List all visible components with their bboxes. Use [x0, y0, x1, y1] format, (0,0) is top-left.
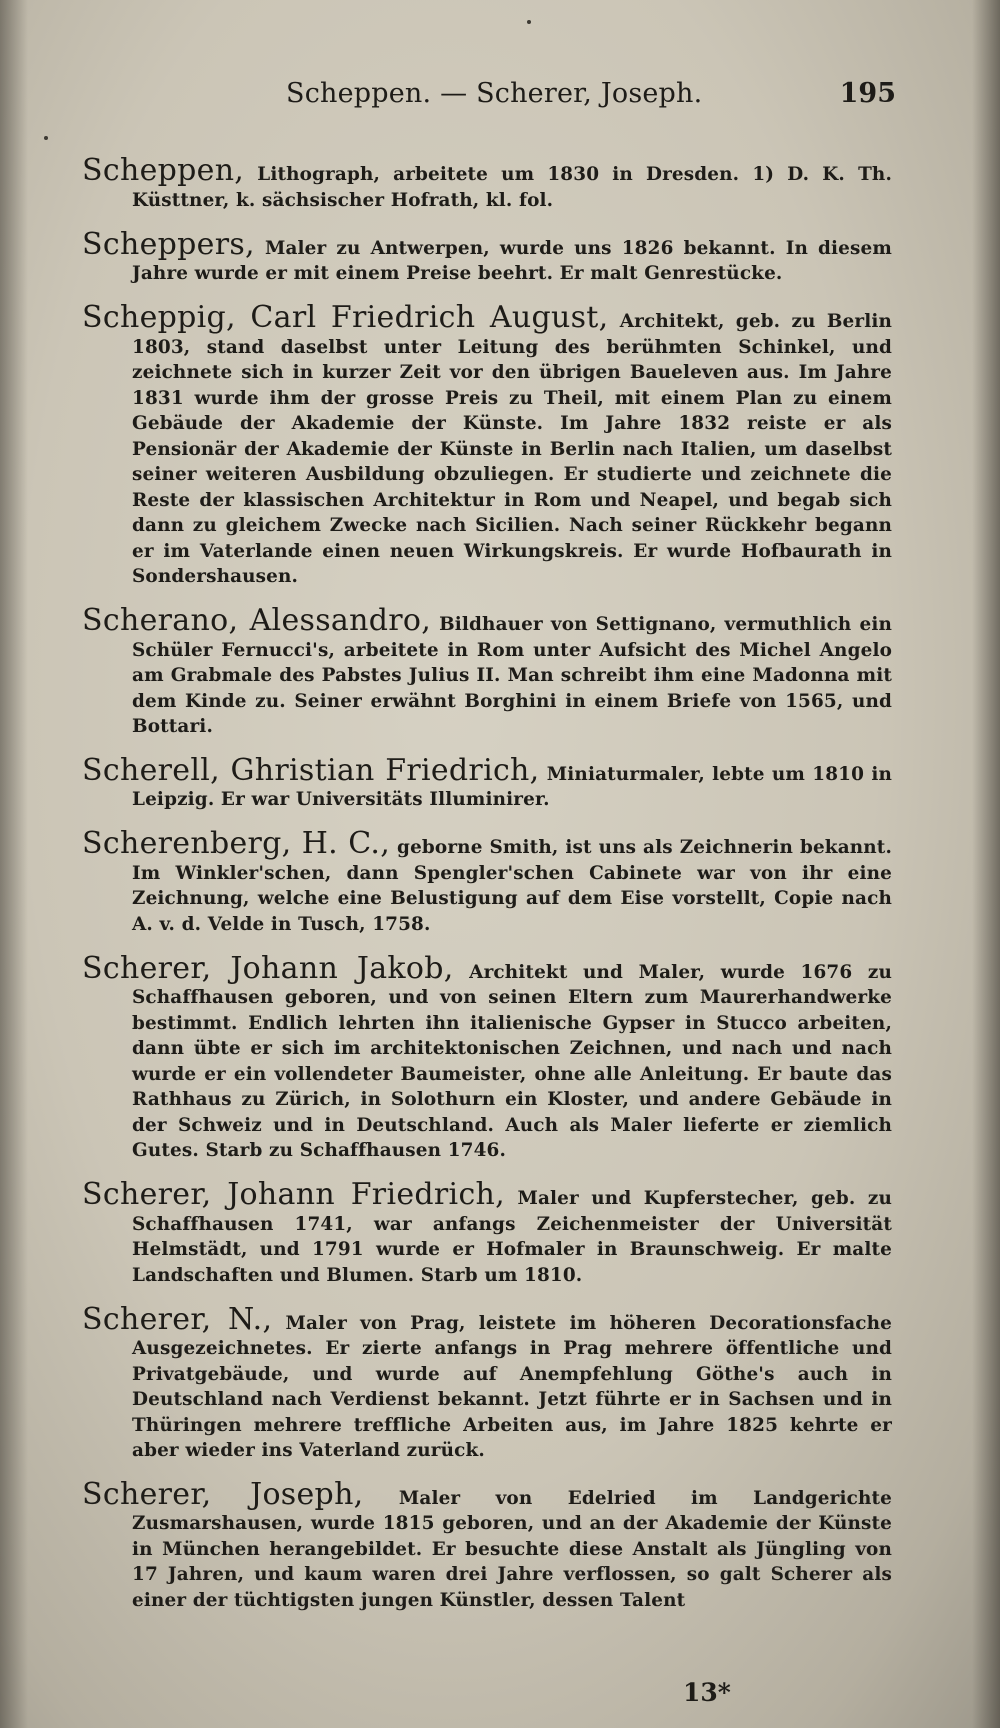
entry-scheppen — [82, 153, 892, 213]
entry-text: Maler zu Antwerpen, wurde uns 1826 bekannt. In diesem Jahre wurde er mit einem Preise beehrt. Er malt Genrestücke. — [132, 237, 892, 285]
entry-text: Maler und Kupferstecher, geb. zu Schaffhausen 1741, war anfangs Zeichenmeister der Universität Helmstädt, und 1791 wurde er Hofmaler in Braunschweig. Er malte Landschaften und Blumen. Starb um 1810. — [132, 1188, 892, 1286]
entry-text: geborne Smith, ist uns als Zeichnerin bekannt. Im Winkler'schen, dann Spengler'schen Cabinete war von ihr eine Zeichnung, welche eine Belustigung auf dem Eise vorstellt, Copie nach A. v. d. Velde in Tusch, 1758. — [132, 837, 893, 935]
entry-headword: Scheppig, Carl Friedrich August, — [82, 300, 609, 336]
entry-headword: Scherer, N., — [82, 1301, 273, 1337]
ink-speck — [44, 136, 48, 140]
entry-scheppers — [82, 226, 892, 287]
dictionary-entries — [82, 140, 892, 1625]
entry-text: Bildhauer von Settignano, vermuthlich ein Schüler Fernucci's, arbeitete in Rom unter Aufsicht des Michel Angelo am Grabmale des Pabstes Julius II. Man schreibt ihm eine Madonna mit dem Kinde zu. Seiner erwähnt Borghini in einem Briefe von 1565, und Bottari. — [132, 614, 892, 738]
ink-speck — [527, 20, 531, 24]
running-head — [0, 78, 1000, 118]
entry-text: Maler von Edelried im Landgerichte Zusmarshausen, wurde 1815 geboren, und an der Akademie der Künste in München herangebildet. Er besuchte diese Anstalt als Jüngling von 17 Jahren, und kaum waren drei Jahre verflossen, so galt Scherer als einer der tüchtigsten jungen Künstler, dessen Talent — [132, 1487, 892, 1611]
running-title: Scheppen. — Scherer, Joseph. — [286, 78, 703, 109]
right-page-shadow — [972, 0, 1000, 1728]
entry-text: Miniaturmaler, lebte um 1810 in Leipzig. Er war Universitäts Illuminirer. — [132, 763, 892, 811]
entry-headword: Scherenberg, H. C., — [82, 826, 391, 862]
entry-scherell — [82, 752, 892, 813]
entry-text: Lithograph, arbeitete um 1830 in Dresden. 1) D. K. Th. Küsttner, k. sächsischer Hofrath, kl. fol. — [132, 164, 892, 211]
entry-text: Maler von Prag, leistete im höheren Decorationsfache Ausgezeichnetes. Er zierte anfangs in Prag mehrere öffentliche und Privatgebäude, und wurde auf Anempfehlung Göthe's auch in Deutschland nach Verdienst bekannt. Jetzt führte er in Sachsen und in Thüringen mehrere treffliche Arbeiten aus, im Jahre 1825 kehrte er aber wieder ins Vaterland zurück. — [132, 1312, 892, 1462]
entry-scherenberg — [82, 826, 893, 937]
entry-headword: Scheppers, — [82, 226, 255, 262]
entry-headword: Scherer, Johann Jakob, — [82, 950, 454, 986]
entry-headword: Scherano, Alessandro, — [82, 603, 432, 639]
entry-text: Architekt, geb. zu Berlin 1803, stand daselbst unter Leitung des berühmten Schinkel, und zeichnete sich in kurzer Zeit vor den übrigen Baueleven aus. Im Jahre 1831 wurde ihm der grosse Preis zu Theil, mit einem Plan zu einem Gebäude der Akademie der Künste. Im Jahre 1832 reiste er als Pensionär der Akademie der Künste in Berlin nach Italien, um daselbst seiner weiteren Ausbildung obzuliegen. Er studierte und zeichnete die Reste der klassischen Architektur in Rom und Neapel, und begab sich dann zu gleichem Zwecke nach Sicilien. Nach seiner Rückkehr begann er im Vaterlande einen neuen Wirkungskreis. Er wurde Hofbaurath in Sondershausen. — [132, 311, 892, 588]
entry-scherano — [82, 603, 892, 740]
left-page-shadow — [0, 0, 28, 1728]
entry-scheppig — [82, 300, 892, 590]
page-number: 195 — [839, 78, 896, 109]
entry-scherer-johann-jakob — [82, 950, 892, 1164]
entry-text: Architekt und Maler, wurde 1676 zu Schaffhausen geboren, und von seinen Eltern zum Maurerhandwerke bestimmt. Endlich lehrten ihn italienische Gypser in Stucco arbeiten, dann übte er sich im architektonischen Zeichnen, und nach und nach wurde er ein vollendeter Baumeister, ohne alle Anleitung. Er baute das Rathhaus zu Zürich, in Solothurn ein Kloster, und andere Gebäude in der Schweiz und in Deutschland. Auch als Maler lieferte er ziemlich Gutes. Starb zu Schaffhausen 1746. — [132, 961, 892, 1162]
entry-headword: Scherell, Ghristian Friedrich, — [82, 752, 540, 788]
signature-mark: 13* — [683, 1678, 731, 1707]
entry-headword: Scherer, Joseph, — [82, 1476, 364, 1512]
entry-scherer-joseph — [82, 1476, 892, 1614]
entry-headword: Scherer, Johann Friedrich, — [82, 1177, 505, 1213]
entry-scherer-n — [82, 1301, 892, 1464]
entry-scherer-johann-friedrich — [82, 1177, 892, 1288]
entry-headword: Scheppen, — [82, 153, 245, 189]
